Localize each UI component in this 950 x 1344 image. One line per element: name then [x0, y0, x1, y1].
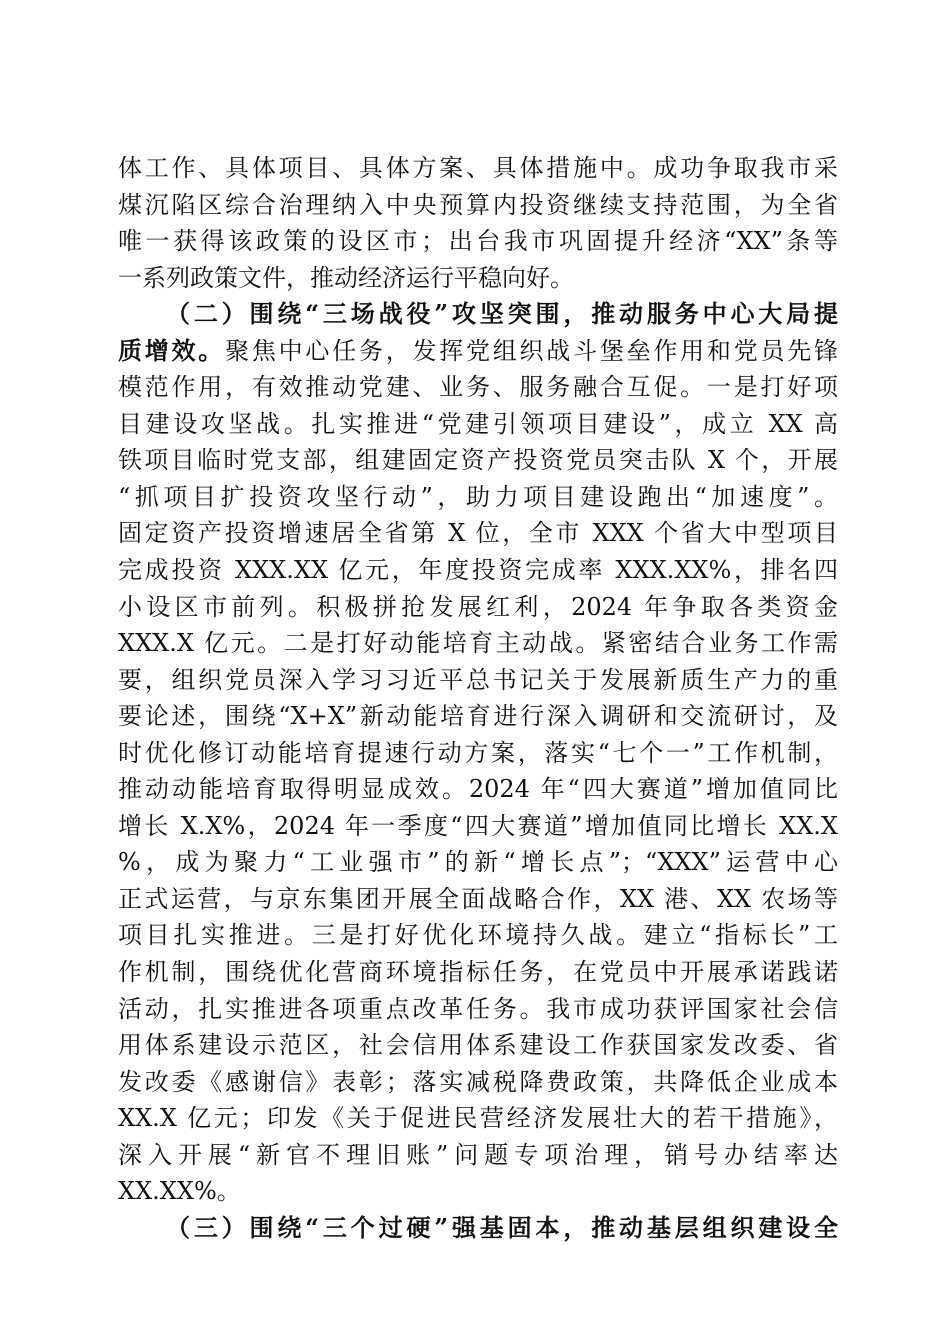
section-heading-2: （二）围绕“三场战役”攻坚突围，推动服务中心大局提: [166, 299, 838, 329]
text-line: 小设区市前列。积极拼抢发展红利，2024 年争取各类资金: [118, 592, 838, 621]
text-line: 唯一获得该政策的设区市；出台我市巩固提升经济“XX”条等: [118, 227, 838, 256]
text-line: 发改委《感谢信》表彰；落实减税降费政策，共降低企业成本: [118, 1067, 838, 1096]
text-line: 目建设攻坚战。扎实推进“党建引领项目建设”，成立 XX 高: [118, 409, 838, 438]
text-line: 增长 X.X%，2024 年一季度“四大赛道”增加值同比增长 XX.X: [118, 811, 838, 840]
text-line: “抓项目扩投资攻坚行动”，助力项目建设跑出“加速度”。: [118, 482, 838, 511]
text-line: 项目扎实推进。三是打好优化环境持久战。建立“指标长”工: [118, 921, 838, 950]
text-line: 煤沉陷区综合治理纳入中央预算内投资继续支持范围，为全省: [118, 190, 838, 219]
text-line: XX.X 亿元；印发《关于促进民营经济发展壮大的若干措施》，: [118, 1104, 838, 1133]
text-line: 一系列政策文件，推动经济运行平稳向好。: [118, 263, 574, 292]
text-line: 要，组织党员深入学习习近平总书记关于发展新质生产力的重: [118, 665, 838, 694]
text-line: 推动动能培育取得明显成效。2024 年“四大赛道”增加值同比: [118, 775, 838, 804]
text-span: 聚焦中心任务，发挥党组织战斗堡垒作用和党员先锋: [225, 336, 838, 365]
text-line: 时优化修订动能培育提速行动方案，落实“七个一”工作机制，: [118, 738, 838, 767]
text-line: 模范作用，有效推动党建、业务、服务融合互促。一是打好项: [118, 373, 838, 402]
text-line: XX.XX%。: [118, 1177, 241, 1206]
text-line: 铁项目临时党支部，组建固定资产投资党员突击队 X 个，开展: [118, 446, 838, 475]
text-line: [118, 333, 838, 370]
text-line: 要论述，围绕“X+X”新动能培育进行深入调研和交流研讨，及: [118, 702, 838, 731]
text-line: 正式运营，与京东集团开展全面战略合作，XX 港、XX 农场等: [118, 884, 838, 913]
text-line: 完成投资 XXX.XX 亿元，年度投资完成率 XXX.XX%，排名四: [118, 556, 838, 585]
text-line: 深入开展“新官不理旧账”问题专项治理，销号办结率达: [118, 1140, 838, 1169]
text-line: 固定资产投资增速居全省第 X 位，全市 XXX 个省大中型项目: [118, 519, 838, 548]
text-line: 活动，扎实推进各项重点改革任务。我市成功获评国家社会信: [118, 994, 838, 1023]
text-line: %，成为聚力“工业强市”的新“增长点”；“XXX”运营中心: [118, 848, 838, 877]
section-heading-3: （三）围绕“三个过硬”强基固本，推动基层组织建设全: [166, 1212, 838, 1242]
text-line: XXX.X 亿元。二是打好动能培育主动战。紧密结合业务工作需: [118, 629, 838, 658]
text-line: 作机制，围绕优化营商环境指标任务，在党员中开展承诺践诺: [118, 958, 838, 987]
document-body: [118, 150, 838, 1246]
text-line: 用体系建设示范区，社会信用体系建设工作获国家发改委、省: [118, 1031, 838, 1060]
section-heading-2-end: 质增效。: [118, 335, 226, 365]
text-line: 体工作、具体项目、具体方案、具体措施中。成功争取我市采: [118, 154, 838, 182]
